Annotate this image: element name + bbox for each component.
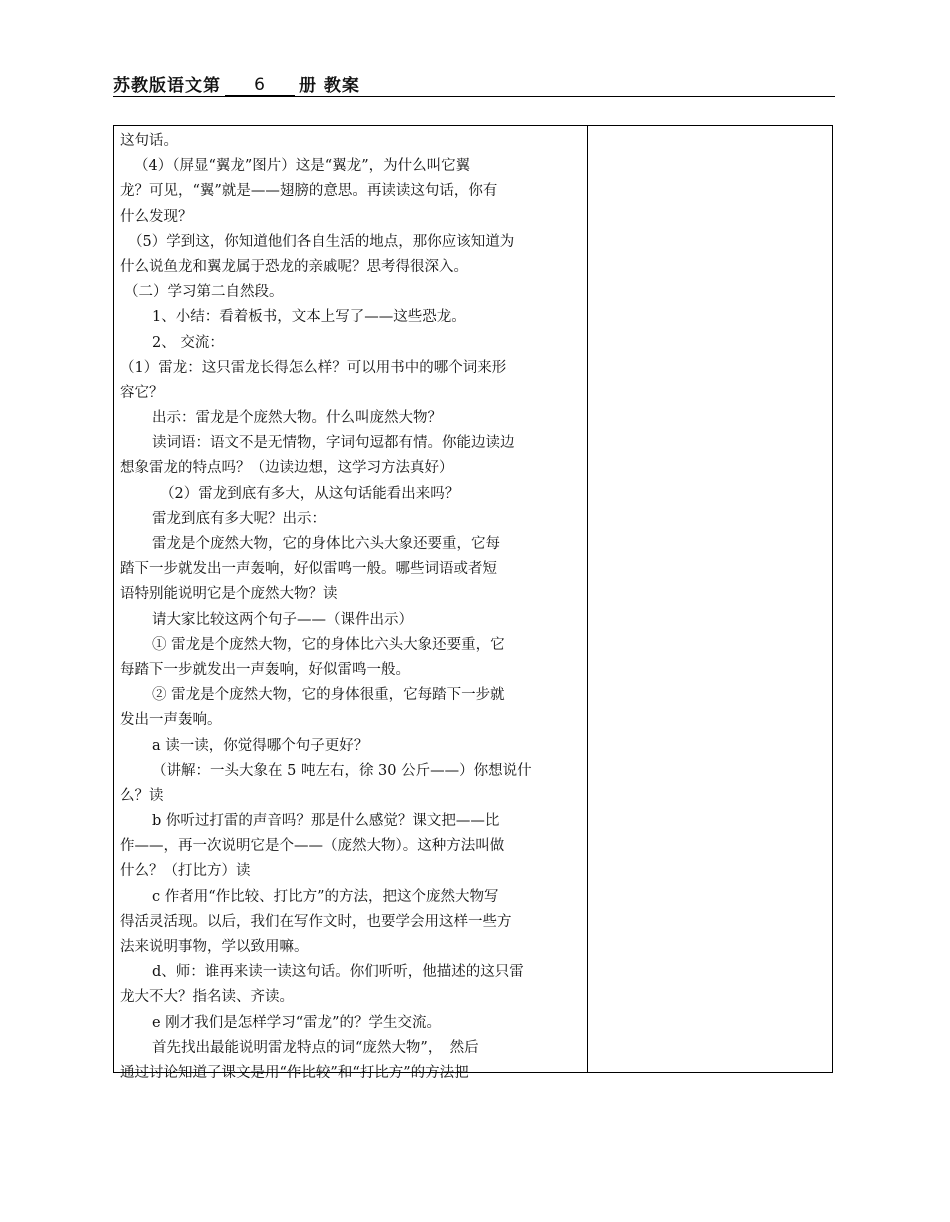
content-line: 这句话。: [120, 133, 178, 149]
content-line: 什么发现？: [120, 208, 193, 225]
content-line: 么？读: [120, 787, 164, 804]
content-line: 1、小结：看着板书，文本上写了——这些恐龙。: [152, 309, 466, 326]
content-line: （2）雷龙到底有多大，从这句话能看出来吗？: [160, 485, 460, 502]
content-line: 什么？（打比方）读: [120, 863, 251, 880]
content-line: （1）雷龙：这只雷龙长得怎么样？可以用书中的哪个词来形: [120, 359, 507, 376]
content-line: 读词语：语文不是无情物，字词句逗都有情。你能边读边: [152, 435, 515, 452]
content-line: 踏下一步就发出一声轰响，好似雷鸣一般。哪些词语或者短: [120, 561, 497, 578]
content-line: b 你听过打雷的声音吗？那是什么感觉？课文把——比: [152, 813, 500, 830]
notes-column: [588, 126, 832, 1072]
content-line: 每踏下一步就发出一声轰响，好似雷鸣一般。: [120, 661, 410, 678]
content-line: d、师：谁再来读一读这句话。你们听听，他描述的这只雷: [152, 964, 524, 981]
header-prefix: 苏教版语文第: [113, 76, 221, 96]
content-line: （二）学习第二自然段。: [124, 284, 284, 301]
content-line: 得活灵活现。以后，我们在写作文时，也要学会用这样一些方: [120, 913, 512, 930]
content-line: 法来说明事物，学以致用嘛。: [120, 939, 309, 955]
lesson-plan-table: [113, 125, 833, 1081]
content-line: 发出一声轰响。: [120, 712, 222, 729]
content-line: （4）（屏显“翼龙”图片）这是“翼龙”，为什么叫它翼: [134, 158, 471, 175]
content-line: 容它？: [120, 384, 164, 401]
content-line: ② 雷龙是个庞然大物，它的身体很重，它每踏下一步就: [152, 687, 505, 704]
content-line: a 读一读，你觉得哪个句子更好？: [152, 737, 369, 754]
content-line: 2、 交流：: [152, 334, 224, 351]
content-line: 龙？可见，“翼”就是——翅膀的意思。再读读这句话，你有: [120, 183, 498, 200]
content-line: 雷龙是个庞然大物，它的身体比六头大象还要重，它每: [152, 536, 500, 552]
content-line: c 作者用“作比较、打比方”的方法，把这个庞然大物写: [152, 888, 499, 905]
content-line: （讲解：一头大象在 5 吨左右，徐 30 公斤——）你想说什: [152, 762, 532, 779]
content-line: 语特别能说明它是个庞然大物？读: [120, 586, 338, 603]
volume-number: 6: [225, 75, 295, 96]
content-line: 什么说鱼龙和翼龙属于恐龙的亲戚呢？思考得很深入。: [120, 258, 468, 275]
header-suffix: 册 教案: [299, 76, 360, 96]
content-line: ① 雷龙是个庞然大物，它的身体比六头大象还要重，它: [152, 636, 505, 653]
content-line: 雷龙到底有多大呢？出示：: [152, 510, 326, 527]
content-line: 龙大不大？指名读、齐读。: [120, 989, 294, 1006]
content-line: （5）学到这，你知道他们各自生活的地点，那你应该知道为: [128, 233, 515, 250]
page-header: [113, 68, 835, 97]
content-line: 请大家比较这两个句子——（课件出示）: [152, 611, 413, 628]
content-line: 通过讨论知道了课文是用“作比较”和“打比方”的方法把: [120, 1064, 469, 1081]
content-line: 想象雷龙的特点吗？（边读边想，这学习方法真好）: [120, 460, 454, 477]
content-line: 首先找出最能说明雷龙特点的词“庞然大物”， 然后: [152, 1039, 479, 1056]
content-line: 作——，再一次说明它是个——（庞然大物）。这种方法叫做: [120, 838, 505, 855]
content-line: 出示：雷龙是个庞然大物。什么叫庞然大物？: [152, 410, 442, 427]
lesson-content-column: [114, 126, 588, 1081]
content-line: e 刚才我们是怎样学习“雷龙”的？学生交流。: [152, 1014, 442, 1031]
